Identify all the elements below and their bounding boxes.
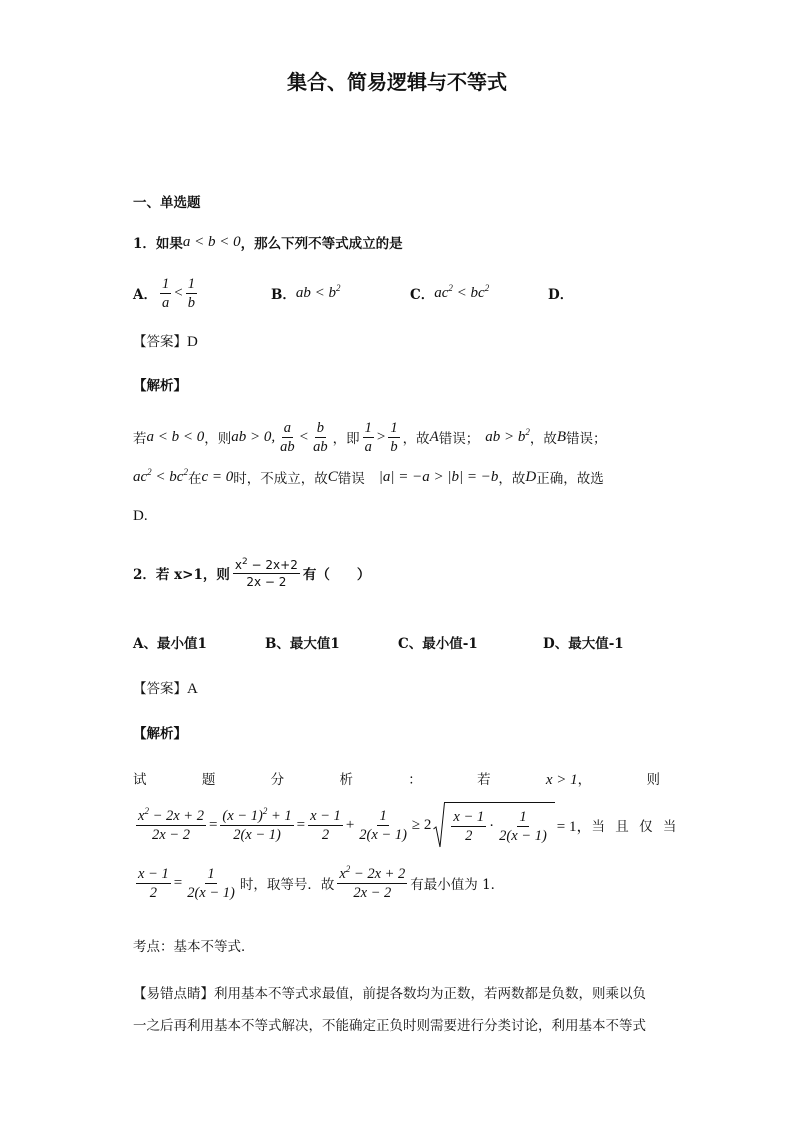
radical-sign-icon [433, 801, 445, 849]
fraction [357, 807, 409, 844]
analysis-text: 若 [133, 431, 147, 447]
fraction [220, 807, 293, 844]
fraction-numerator: 1 [519, 808, 527, 825]
analysis-math: |a| = −a > |b| = −b [378, 468, 499, 485]
fraction-denominator: 2x − 2 [151, 826, 190, 843]
stem-text: ，那么下列不等式成立的是 [240, 236, 403, 252]
fraction-numerator: x − 1 [453, 808, 485, 825]
fraction-denominator: 2(x − 1) [233, 826, 281, 843]
option-b: B、最大值1 [265, 636, 340, 652]
fraction [136, 807, 206, 844]
fraction-numerator: a [283, 419, 291, 436]
option-label: D． [548, 287, 574, 303]
analysis-math-group [546, 768, 591, 789]
math-operator: = [173, 874, 183, 891]
math-expression: x [234, 557, 242, 572]
math-expression: + 1 [267, 807, 292, 824]
note-tag: 【易错点睛】 [133, 986, 214, 1002]
exponent: 2 [336, 282, 341, 293]
analysis-text: 正确，故选 [536, 471, 604, 487]
fraction [497, 808, 549, 845]
analysis-text: 分 [270, 772, 285, 788]
analysis-math: x > 1 [545, 771, 578, 788]
analysis-tag: 【解析】 [133, 726, 187, 742]
option-d: D、最大值-1 [543, 636, 624, 652]
fraction-numerator [136, 807, 206, 826]
analysis-text: 错误； [566, 431, 607, 447]
exponent: 2 [183, 466, 188, 477]
exponent: 2 [484, 282, 490, 293]
fraction-numerator: x − 1 [310, 807, 341, 824]
analysis-text: ，故 [498, 471, 526, 487]
option-label: C． [410, 287, 435, 303]
fraction-denominator: 2 [149, 884, 157, 901]
fraction [160, 275, 171, 312]
analysis-text: 有最小值为 1． [410, 877, 505, 893]
fraction-denominator: a [161, 294, 170, 311]
analysis-text: ，故 [402, 431, 430, 447]
analysis-text: ： [408, 772, 422, 788]
analysis-text: 错误 [337, 471, 365, 487]
math-expression: − 2x+2 [247, 557, 298, 572]
fraction [311, 419, 330, 456]
option-label: B． [271, 287, 296, 303]
analysis-tag: 【解析】 [133, 378, 187, 394]
analysis-math: C [327, 468, 338, 485]
fraction [451, 808, 486, 845]
fraction-denominator: 2x − 2 [353, 884, 392, 901]
math-expression: (x − 1) [222, 807, 263, 824]
option-label: A． [133, 287, 157, 303]
fraction-numerator [337, 865, 407, 884]
question-1-stem [133, 233, 403, 251]
fraction-numerator: 1 [379, 807, 387, 824]
option-d [548, 283, 573, 303]
option-a [133, 275, 271, 312]
answer-tag: 【答案】 [133, 681, 187, 697]
fraction-denominator: 2 [465, 827, 473, 844]
question-number: 1． [133, 236, 156, 252]
analysis-intro-line [133, 769, 660, 787]
option-c: C、最小值-1 [398, 636, 478, 652]
math-operator: > [376, 428, 386, 445]
question-2-options [133, 632, 624, 650]
math-operator: < [299, 428, 309, 445]
option-math [434, 282, 490, 302]
fraction-denominator: b [187, 294, 195, 311]
fraction-numerator [233, 557, 300, 574]
note-line: 一之后再利用基本不等式解决，不能确定正负时则需要进行分类讨论，利用基本不等式 [133, 1018, 646, 1034]
question-2-stem [133, 554, 370, 592]
fraction-numerator: 1 [390, 419, 398, 436]
page-title: 集合、简易逻辑与不等式 [287, 70, 507, 94]
note-text: 利用基本不等式求最值，前提各数均为正数，若两数都是负数，则乘以负 [214, 986, 646, 1002]
math-expression: x [138, 807, 145, 824]
analysis-text: 时，不成立，故 [233, 471, 328, 487]
fraction-numerator: b [316, 419, 324, 436]
analysis-text: 时，取等号．故 [239, 877, 335, 893]
answer-value: A [187, 681, 198, 697]
math-operator: = [208, 816, 218, 833]
fraction-denominator: 2(x − 1) [187, 884, 235, 901]
fraction-numerator [220, 807, 293, 826]
fraction-denominator: ab [280, 438, 295, 455]
fraction-denominator: 2(x − 1) [499, 827, 547, 844]
math-expression: − 2x + 2 [350, 865, 406, 882]
stem-text: 若 x>1，则 [155, 567, 230, 583]
section-heading: 一、单选题 [133, 195, 201, 211]
exponent: 2 [525, 426, 530, 437]
fraction-denominator: ab [313, 438, 328, 455]
analysis-text: ，则 [204, 431, 232, 447]
fraction-numerator: 1 [207, 865, 215, 882]
analysis-text: 析 [339, 772, 353, 788]
stem-text: 有（ ） [302, 567, 371, 583]
fraction [388, 419, 399, 456]
math-expression: x [339, 865, 346, 882]
analysis-text: 在 [187, 471, 202, 487]
fraction [337, 865, 407, 902]
stem-text: 如果 [155, 236, 183, 252]
note-line [133, 985, 646, 1003]
fraction [136, 865, 171, 902]
analysis-math [485, 426, 530, 446]
analysis-math: a < b < 0 [146, 428, 205, 445]
exponent: 2 [262, 805, 268, 816]
answer-value: D [187, 334, 198, 350]
fraction [278, 419, 297, 456]
equation-line [133, 860, 504, 906]
option-a: A、最小值1 [133, 636, 207, 652]
answer-line [133, 333, 198, 351]
analysis-text: ，故 [529, 431, 557, 447]
math-expression: − 2x + 2 [148, 807, 204, 824]
analysis-math: ab > 0, [231, 428, 276, 445]
option-math [295, 282, 341, 302]
fraction-denominator: 2 [321, 826, 330, 843]
radicand [445, 802, 554, 849]
analysis-line [133, 418, 607, 456]
analysis-math: B [556, 428, 567, 445]
fraction [185, 865, 237, 902]
square-root [433, 801, 554, 849]
analysis-text: 错误； [438, 431, 480, 447]
equation-line [133, 800, 677, 850]
math-expression: < bc [452, 284, 485, 301]
analysis-text: 题 [201, 772, 216, 788]
fraction-denominator: a [364, 438, 372, 455]
math-expression: < bc [151, 468, 184, 485]
math-operator: · [489, 817, 495, 834]
question-1-options [133, 273, 573, 313]
question-number: 2． [133, 567, 156, 583]
math-operator: + [345, 816, 355, 833]
analysis-math: c = 0 [201, 468, 234, 485]
answer-line [133, 680, 198, 698]
fraction-denominator: b [390, 438, 398, 455]
option-c [410, 283, 548, 303]
math-expression: ab > b [485, 428, 526, 445]
math-operator: < [174, 284, 183, 301]
fraction [363, 419, 374, 456]
fraction-numerator: 1 [364, 419, 372, 436]
analysis-text: ， [577, 771, 592, 788]
exponent: 2 [241, 556, 248, 567]
analysis-text: ，即 [332, 431, 360, 447]
math-operator: ≥ 2 [411, 816, 432, 833]
math-expression: ab < b [295, 284, 337, 301]
exponent: 2 [144, 805, 149, 816]
analysis-line: D. [133, 508, 148, 524]
analysis-text: 当 且 仅 当 [591, 819, 677, 835]
exponent: 2 [147, 466, 152, 477]
stem-math: a < b < 0 [182, 233, 241, 250]
fraction [308, 807, 343, 844]
analysis-line [133, 466, 604, 488]
key-point: 考点：基本不等式． [133, 939, 255, 955]
math-operator: = [296, 816, 306, 833]
fraction [233, 557, 300, 590]
analysis-text: 试 [133, 772, 147, 788]
fraction-denominator: 2(x − 1) [359, 826, 407, 843]
exponent: 2 [448, 282, 453, 293]
exponent: 2 [345, 863, 351, 874]
analysis-math: A [429, 428, 439, 445]
option-b [271, 283, 410, 303]
analysis-math [133, 466, 188, 486]
fraction [186, 275, 197, 312]
answer-tag: 【答案】 [133, 334, 187, 350]
fraction-numerator: 1 [161, 275, 170, 292]
math-operator: = 1， [556, 818, 592, 835]
math-expression: ac [133, 468, 148, 485]
fraction-denominator: 2x − 2 [246, 574, 287, 589]
analysis-text: 若 [477, 772, 491, 788]
math-expression: ac [434, 284, 449, 301]
analysis-math: D [525, 468, 537, 485]
fraction-numerator: 1 [187, 275, 195, 292]
fraction-numerator: x − 1 [138, 865, 169, 882]
analysis-text: 则 [646, 772, 660, 788]
